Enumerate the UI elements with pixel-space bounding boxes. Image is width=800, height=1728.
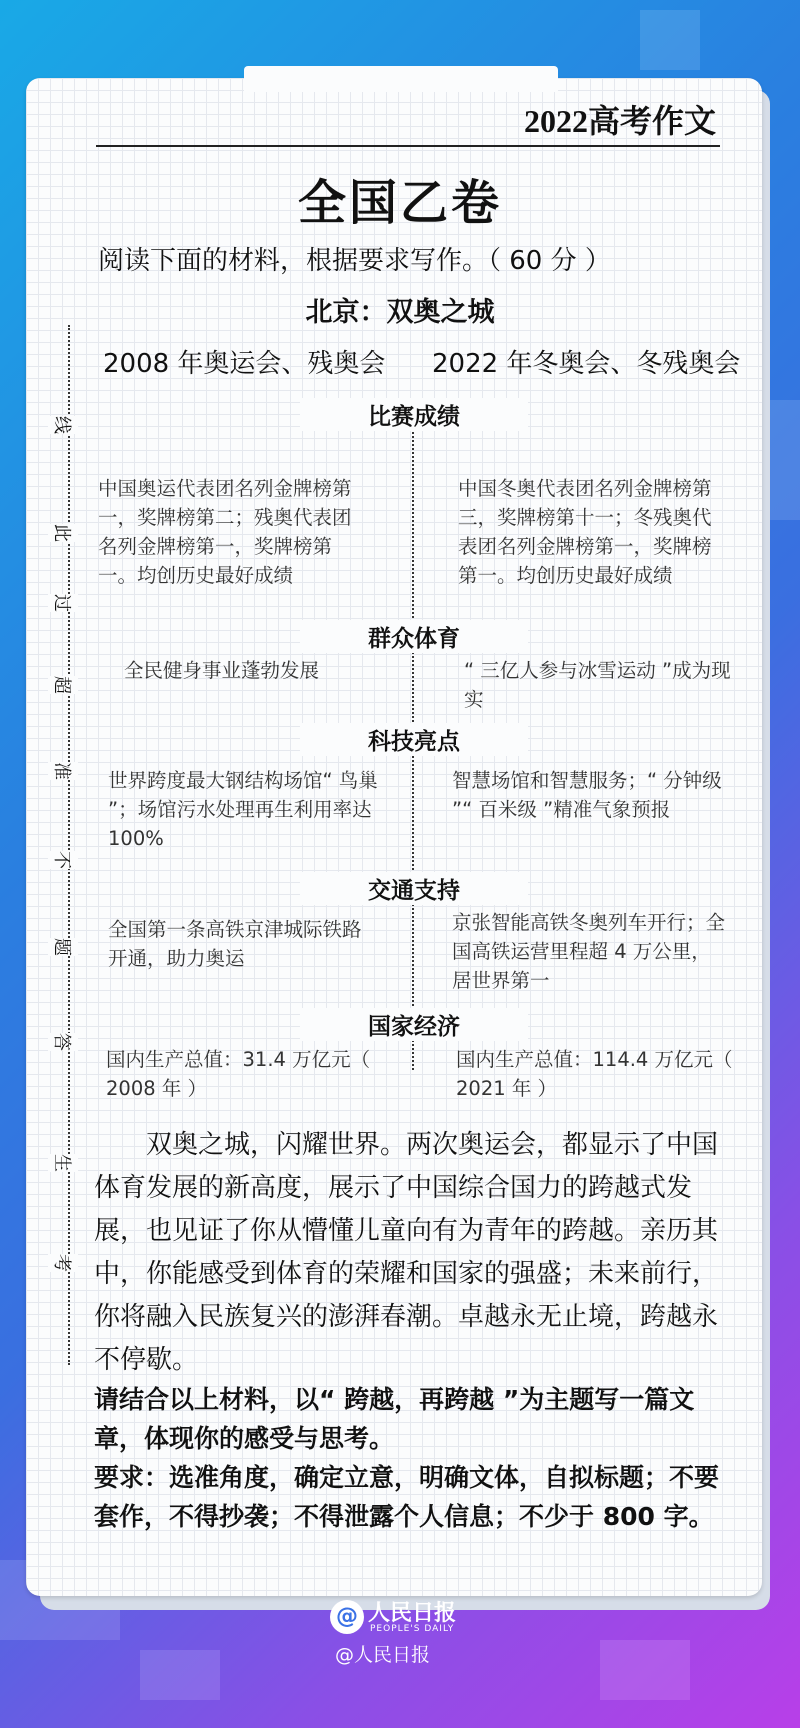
- cell-left: 中国奥运代表团名列金牌榜第一，奖牌榜第二；残奥代表团名列金牌榜第一，奖牌榜第一。均创历史最好成绩: [98, 477, 352, 587]
- cell-right: 中国冬奥代表团名列金牌榜第三，奖牌榜第十一；冬残奥代表团名列金牌榜第一，奖牌榜第一。均创历史最好成绩: [458, 477, 712, 587]
- watermark-handle: @人民日报: [335, 1644, 431, 1666]
- material-passage: 双奥之城，闪耀世界。两次奥运会，都显示了中国体育发展的新高度，展示了中国综合国力的跨越式发展，也见证了你从懵懂儿童向有为青年的跨越。亲历其中，你能感受到体育的荣耀和国家的强盛；未来前行，你将融入民族复兴的澎湃春潮。卓越永无止境，跨越永不停歇。: [94, 1130, 719, 1375]
- category-label: 交通支持: [300, 872, 528, 905]
- exam-label: 2022高考作文: [523, 103, 716, 139]
- prompt-task: 请结合以上材料，以“ 跨越，再跨越 ”为主题写一篇文章，体现你的感受与思考。: [94, 1385, 695, 1453]
- prompt-requirements: 要求：选准角度，确定立意，明确文体，自拟标题；不要套作，不得抄袭；不得泄露个人信息；不少于 800 字。: [94, 1463, 720, 1531]
- intro-text: 阅读下面的材料，根据要求写作。（ 60 分 ）: [98, 246, 611, 276]
- cell-left: 世界跨度最大钢结构场馆“ 鸟巢 ”；场馆污水处理再生利用率达 100%: [108, 769, 378, 850]
- seal-line-char: 准: [48, 762, 78, 780]
- seal-line-char: 生: [48, 1154, 78, 1172]
- peoples-daily-logo-icon: @: [330, 1600, 364, 1634]
- seal-line-char: 过: [48, 594, 78, 612]
- seal-line-char: 此: [48, 524, 78, 542]
- watermark-brand: 人民日报: [368, 1601, 457, 1626]
- background-square: [140, 1650, 220, 1700]
- card-tab: [244, 66, 558, 92]
- seal-line: [68, 325, 70, 1365]
- background-square: [600, 1640, 690, 1700]
- category-label: 群众体育: [300, 620, 528, 653]
- material-subtitle: 北京：双奥之城: [305, 297, 495, 328]
- seal-line-char: 考: [48, 1254, 78, 1272]
- cell-right: 国内生产总值：114.4 万亿元（ 2021 年 ）: [456, 1048, 733, 1100]
- seal-line-char: 不: [48, 851, 78, 869]
- background-square: [640, 10, 700, 70]
- cell-right: 京张智能高铁冬奥列车开行；全国高铁运营里程超 4 万公里，居世界第一: [452, 911, 726, 992]
- page-title: 全国乙卷: [297, 175, 502, 231]
- column-header-left: 2008 年奥运会、残奥会: [103, 349, 386, 379]
- cell-right: 智慧场馆和智慧服务；“ 分钟级 ”“ 百米级 ”精准气象预报: [452, 769, 722, 821]
- category-label: 科技亮点: [300, 723, 528, 756]
- watermark-brand-en: PEOPLE'S DAILY: [370, 1624, 455, 1634]
- seal-line-char: 答: [48, 1033, 78, 1051]
- writing-prompt: [94, 1380, 734, 1536]
- cell-right: “ 三亿人参与冰雪运动 ”成为现实: [464, 659, 731, 711]
- cell-left: 国内生产总值：31.4 万亿元（ 2008 年 ）: [106, 1048, 371, 1100]
- seal-line-char: 线: [48, 416, 78, 434]
- cell-left: 全民健身事业蓬勃发展: [124, 659, 320, 682]
- seal-line-char: 题: [48, 938, 78, 956]
- category-label: 比赛成绩: [300, 398, 528, 431]
- column-header-right: 2022 年冬奥会、冬残奥会: [432, 349, 741, 379]
- seal-line-char: 超: [48, 676, 78, 694]
- header-divider: [96, 145, 720, 147]
- category-label: 国家经济: [300, 1008, 528, 1041]
- cell-left: 全国第一条高铁京津城际铁路开通，助力奥运: [108, 918, 362, 970]
